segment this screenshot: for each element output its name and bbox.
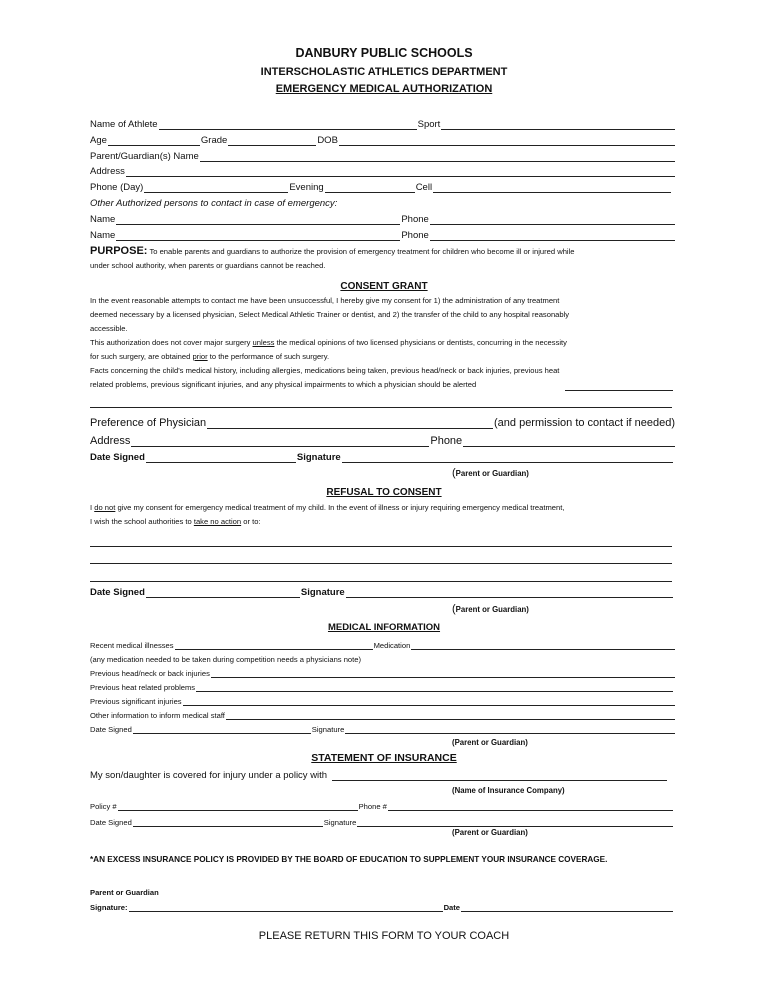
refusal-signature-label: Signature [300,587,345,598]
contact1-name-field[interactable] [116,214,400,225]
history-line-2[interactable] [90,406,672,408]
consent-heading: CONSENT GRANT [340,281,428,292]
heat-label: Previous heat related problems [90,683,196,692]
age-row [90,133,676,146]
age-field[interactable] [108,135,200,146]
medication-note: (any medication needed to be taken during competition needs a physicians note) [90,655,362,664]
insurance-sign-row [90,814,674,827]
form-title: EMERGENCY MEDICAL AUTHORIZATION [275,83,493,95]
insurance-heading: STATEMENT OF INSURANCE [311,752,457,764]
physician-field[interactable] [207,415,493,429]
policy-row [90,798,674,811]
consent-parent-guardian-text: Parent or Guardian [455,469,527,478]
phone-day-field[interactable] [144,182,288,193]
refusal-line-3[interactable] [90,580,672,582]
insurance-date-field[interactable] [133,816,323,827]
heat-field[interactable] [196,681,673,692]
heat-row [90,679,674,692]
insurance-signature-field[interactable] [357,816,673,827]
final-sign-row [90,899,674,912]
contact2-phone-label: Phone [401,230,429,241]
consent-p2-unless: unless [252,338,275,347]
medical-sign-row [90,721,676,734]
insurance-company-note: (Name of Insurance Company) [452,786,565,795]
contact1-phone-field[interactable] [430,214,675,225]
physician-address-row [90,431,676,447]
physician-row [90,413,676,429]
other-persons-heading [90,196,676,209]
excess-insurance-notice: *AN EXCESS INSURANCE POLICY IS PROVIDED BY THE BOARD OF EDUCATION TO SUPPLEMENT YOUR INSURANCE COVERAGE. [90,855,608,864]
history-line-1[interactable] [565,390,673,391]
other-info-row [90,707,676,720]
refusal-paragraph [90,501,680,529]
insurance-company-field[interactable] [332,770,667,781]
final-parent-row [90,884,676,897]
contact1-name-label: Name [90,214,116,225]
athlete-name-row [90,117,676,130]
medical-date-field[interactable] [133,723,311,734]
refusal-signature-field[interactable] [346,587,673,598]
refusal-date-field[interactable] [146,587,300,598]
illness-field[interactable] [175,639,373,650]
grade-label: Grade [200,135,228,146]
physician-label: Preference of Physician [90,417,207,429]
final-parent-label: Parent or Guardian [90,888,159,897]
purpose-text-1: To enable parents and guardians to authorize the provision of emergency treatment for children who become ill or injured while [149,247,575,256]
return-instruction: PLEASE RETURN THIS FORM TO YOUR COACH [258,930,510,942]
refusal-l2-a: I wish the school authorities to [90,517,194,526]
medication-label: Medication [373,641,411,650]
refusal-sign-row [90,585,674,598]
consent-date-field[interactable] [146,452,296,463]
illness-row [90,637,676,650]
medical-heading: MEDICAL INFORMATION [327,622,441,633]
refusal-l1-b: give my consent for emergency medical treatment of my child. In the event of illness or injury requiring emergency medical treatment, [115,503,565,512]
sport-label: Sport [417,119,441,130]
other-info-field[interactable] [226,709,675,720]
dob-label: DOB [317,135,338,146]
purpose-heading: PURPOSE: [90,245,148,257]
phone-row [90,180,672,193]
consent-signature-label: Signature [296,452,341,463]
consent-paragraph [90,294,680,392]
consent-p3-line1: Facts concerning the child's medical history, including allergies, medications being taken, previous head/neck or back injuries, previous heat [90,366,560,375]
consent-p1-line2: deemed necessary by a licensed physician, Select Medical Athletic Trainer or dentist, and 2) the transfer of the child to any hospital reasonably [90,310,570,319]
refusal-parent-guardian: (Parent or Guardian) [452,603,529,615]
insurance-signature-label: Signature [323,818,357,827]
consent-p1-line1: In the event reasonable attempts to contact me have been unsuccessful, I hereby give my consent for 1) the administration of any treatment [90,296,560,305]
refusal-date-label: Date Signed [90,587,145,598]
consent-p3-line2: related problems, previous significant injuries, and any physical impairments to which a physician should be alerted [90,380,477,389]
significant-field[interactable] [183,695,675,706]
refusal-parent-guardian-text: Parent or Guardian [455,605,527,614]
evening-label: Evening [289,182,324,193]
consent-parent-guardian: (Parent or Guardian) [452,467,529,479]
illness-label: Recent medical illnesses [90,641,174,650]
cell-label: Cell [415,182,433,193]
significant-label: Previous significant injuries [90,697,182,706]
school-name: DANBURY PUBLIC SCHOOLS [295,46,473,60]
sport-field[interactable] [441,119,675,130]
final-signature-label: Signature: [90,903,128,912]
consent-p2-d: to the performance of such surgery. [207,352,330,361]
refusal-line-1[interactable] [90,545,672,547]
consent-p2-c: for such surgery, are obtained [90,352,193,361]
consent-p2-b: the medical opinions of two licensed physicians or dentists, concurring in the necessity [274,338,567,347]
address-row [90,164,676,177]
physician-address-label: Address [90,435,131,447]
guardian-field[interactable] [200,151,675,162]
insurance-covered-label: My son/daughter is covered for injury under a policy with [90,770,328,781]
consent-p2-prior: prior [192,352,208,361]
evening-field[interactable] [325,182,415,193]
consent-date-label: Date Signed [90,452,145,463]
refusal-line-2[interactable] [90,562,672,564]
significant-row [90,693,676,706]
address-label: Address [90,166,125,177]
physician-address-field[interactable] [131,433,429,447]
address-field[interactable] [126,166,675,177]
medical-parent-guardian: (Parent or Guardian) [452,738,528,747]
medical-signature-field[interactable] [345,723,675,734]
other-info-label: Other information to inform medical staff [90,711,225,720]
other-persons-label: Other Authorized persons to contact in case of emergency: [90,198,338,209]
phone-day-label: Phone (Day) [90,182,144,193]
contact1-row [90,212,676,225]
medication-note-row [90,651,676,664]
physician-phone-label: Phone [430,435,463,447]
refusal-l2-b: or to: [241,517,261,526]
guardian-row [90,149,676,162]
department-name: INTERSCHOLASTIC ATHLETICS DEPARTMENT [260,66,508,78]
dob-field[interactable] [339,135,675,146]
contact2-name-label: Name [90,230,116,241]
purpose-paragraph [90,244,680,273]
grade-field[interactable] [228,135,316,146]
head-injury-row [90,665,676,678]
insurance-phone-field[interactable] [388,800,673,811]
consent-p2-a: This authorization does not cover major surgery [90,338,253,347]
consent-p1-line3: accessible. [90,324,128,333]
medical-date-label: Date Signed [90,725,132,734]
head-injury-label: Previous head/neck or back injuries [90,669,210,678]
insurance-phone-label: Phone # [358,802,387,811]
physician-suffix: (and permission to contact if needed) [494,417,675,429]
medication-field[interactable] [411,639,675,650]
contact1-phone-label: Phone [401,214,429,225]
refusal-l1-a: I [90,503,95,512]
policy-field[interactable] [118,800,358,811]
purpose-text-2: under school authority, when parents or guardians cannot be reached. [90,261,326,270]
athlete-name-field[interactable] [159,119,417,130]
refusal-do-not: do not [94,503,116,512]
refusal-heading: REFUSAL TO CONSENT [326,487,442,498]
insurance-company-row [90,768,668,781]
guardian-label: Parent/Guardian(s) Name [90,151,199,162]
consent-signature-field[interactable] [342,452,673,463]
contact2-phone-field[interactable] [430,230,675,241]
medical-signature-label: Signature [311,725,345,734]
policy-label: Policy # [90,802,117,811]
physician-phone-field[interactable] [463,433,675,447]
athlete-name-label: Name of Athlete [90,119,158,130]
age-label: Age [90,135,107,146]
final-date-label: Date [443,903,461,912]
contact2-name-field[interactable] [116,230,400,241]
final-signature-field[interactable] [129,901,443,912]
insurance-date-label: Date Signed [90,818,132,827]
refusal-take-no-action: take no action [193,517,242,526]
consent-sign-row [90,450,674,463]
insurance-parent-guardian: (Parent or Guardian) [452,828,528,837]
contact2-row [90,228,676,241]
cell-field[interactable] [433,182,671,193]
final-date-field[interactable] [461,901,673,912]
head-injury-field[interactable] [211,667,675,678]
